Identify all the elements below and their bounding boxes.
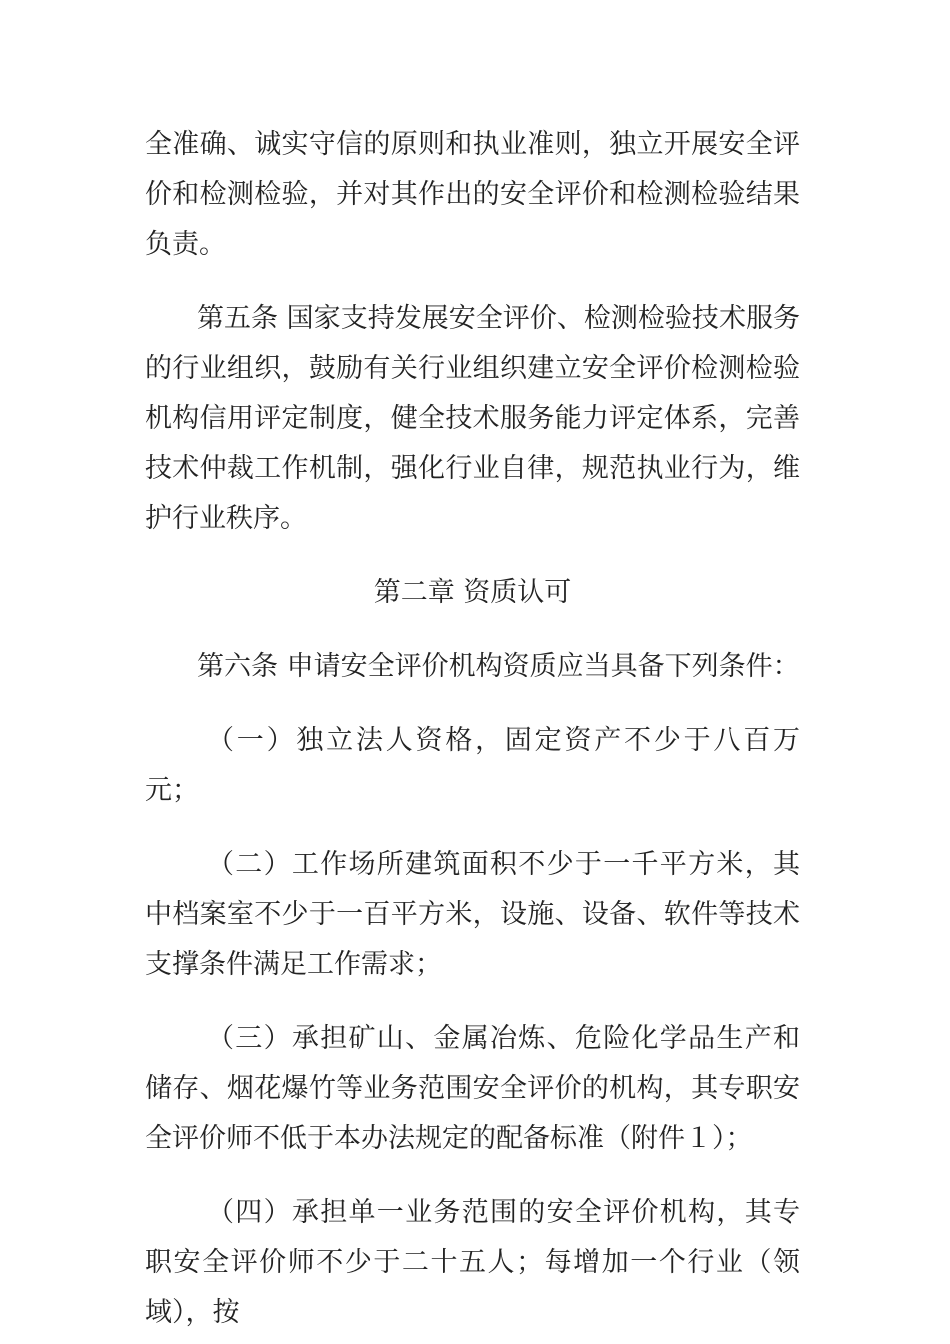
article-5-paragraph: 第五条 国家支持发展安全评价、检测检验技术服务的行业组织，鼓励有关行业组织建立安全评价检测检验机构信用评定制度，健全技术服务能力评定体系，完善技术仲裁工作机制，强化行业自律，规范执业行为，维护行业秩序。 (145, 303, 800, 534)
chapter-heading: 第二章 资质认可 (373, 577, 572, 608)
list-item-1: （一）独立法人资格，固定资产不少于八百万元； (145, 725, 800, 806)
paragraph-continuation: 全准确、诚实守信的原则和执业准则，独立开展安全评价和检测检验，并对其作出的安全评价和检测检验结果负责。 (145, 129, 800, 260)
article-6-paragraph: 第六条 申请安全评价机构资质应当具备下列条件： (197, 651, 800, 682)
list-item-2: （二）工作场所建筑面积不少于一千平方米，其中档案室不少于一百平方米，设施、设备、软件等技术支撑条件满足工作需求； (145, 849, 800, 980)
list-item-3: （三）承担矿山、金属冶炼、危险化学品生产和储存、烟花爆竹等业务范围安全评价的机构，其专职安全评价师不低于本办法规定的配备标准（附件１）； (145, 1023, 800, 1154)
list-item-4: （四）承担单一业务范围的安全评价机构，其专职安全评价师不少于二十五人；每增加一个行业（领域），按 (145, 1197, 800, 1328)
